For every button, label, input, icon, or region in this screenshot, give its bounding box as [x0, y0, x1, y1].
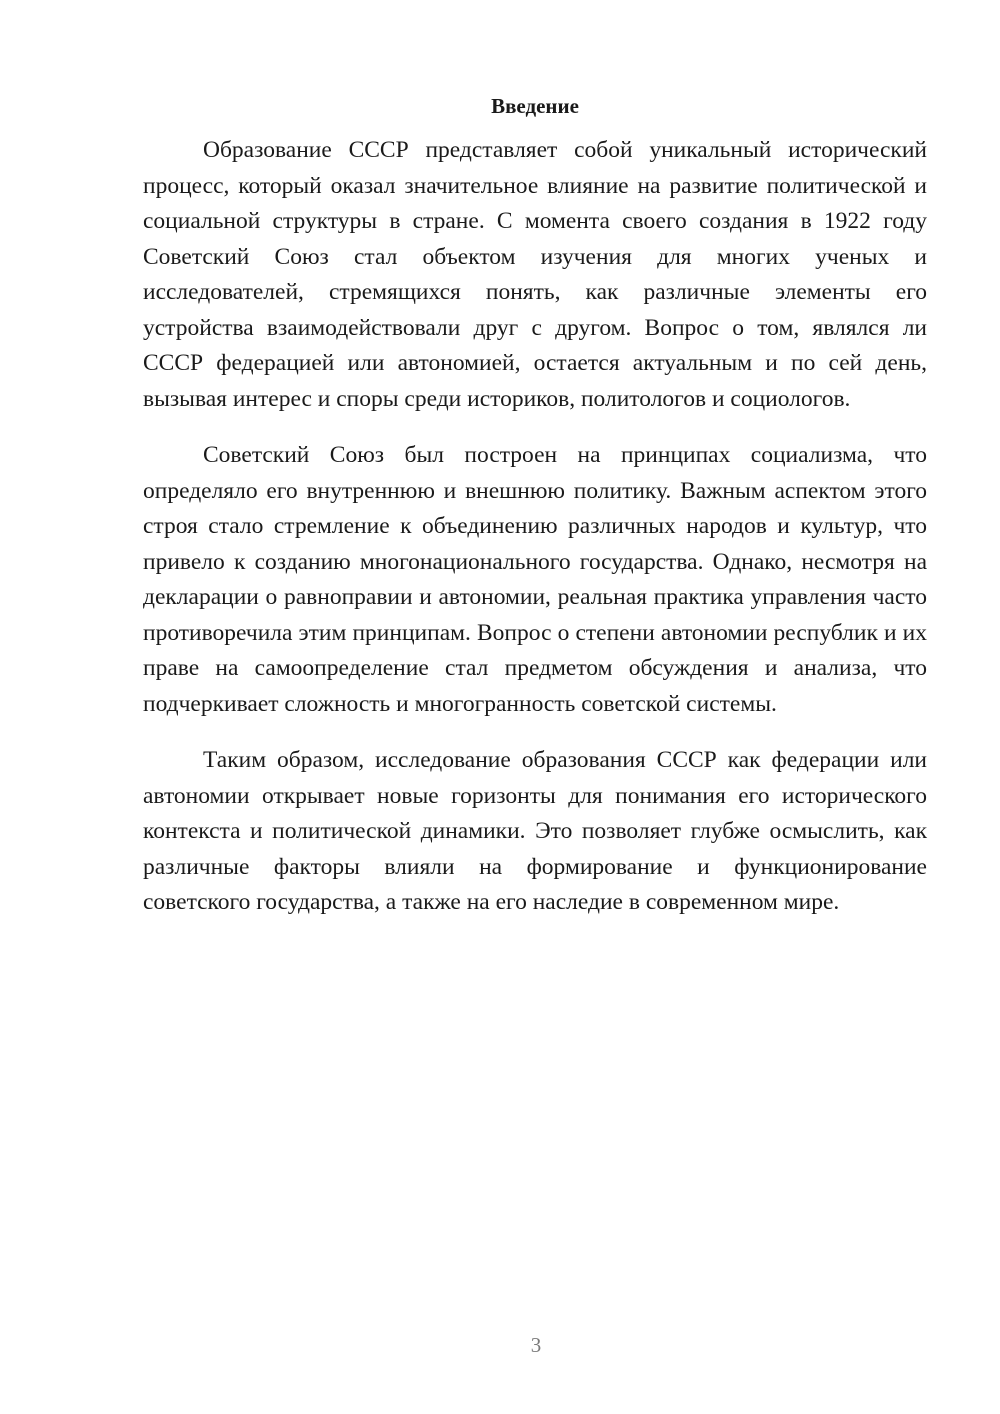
- paragraph-1: Образование СССР представляет собой уникальный исторический процесс, который оказал значительное влияние на развитие политической и социальной структуры в стране. С момента своего создания в 1922 году Советский Союз стал объектом изучения для многих ученых и исследователей, стремящихся понять, как различные элементы его устройства взаимодействовали друг с другом. Вопрос о том, являлся ли СССР федерацией или автономией, остается актуальным и по сей день, вызывая интерес и споры среди историков, политологов и социологов.: [143, 137, 927, 412]
- page-number: 3: [530, 1333, 542, 1357]
- paragraph-2: Советский Союз был построен на принципах социализма, что определяло его внутреннюю и внешнюю политику. Важным аспектом этого строя стало стремление к объединению различных народов и культур, что привело к созданию многонационального государства. Однако, несмотря на декларации о равноправии и автономии, реальная практика управления часто противоречила этим принципам. Вопрос о степени автономии республик и их праве на самоопределение стал предметом обсуждения и анализа, что подчеркивает сложность и многогранность советской системы.: [143, 442, 927, 717]
- page-content: [143, 94, 927, 942]
- section-heading: Введение: [491, 94, 579, 118]
- paragraph-3: Таким образом, исследование образования СССР как федерации или автономии открывает новые горизонты для понимания его исторического контекста и политической динамики. Это позволяет глубже осмыслить, как различные факторы влияли на формирование и функционирование советского государства, а также на его наследие в современном мире.: [143, 747, 927, 916]
